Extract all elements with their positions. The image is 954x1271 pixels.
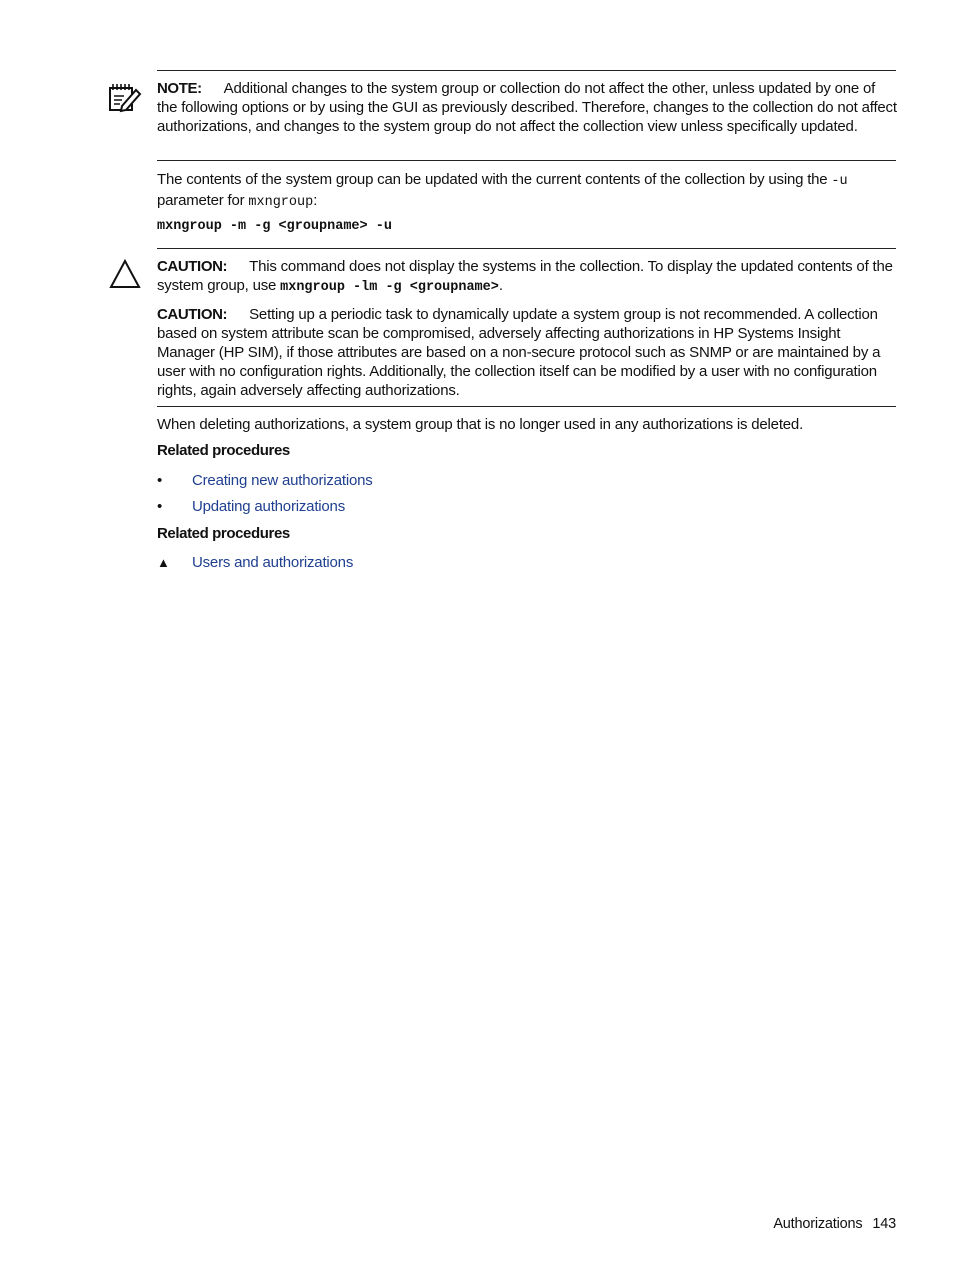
triangle-marker-icon: ▲ xyxy=(157,555,170,570)
note-block xyxy=(157,79,897,136)
caution-label: CAUTION: xyxy=(157,258,228,275)
command-code: mxngroup xyxy=(248,195,314,210)
paragraph-update-contents: The contents of the system group can be updated with the current contents of the collection by using the -u parameter for mxngroup: xyxy=(157,171,848,210)
note-text: Additional changes to the system group or collection do not affect the other, unless updated by one of the following options or by using the GUI as previously described. Therefore, changes to the collection do not affect authorizations, and changes to the system group do not affect the collection view unless specifically updated. xyxy=(157,80,897,135)
command-code: mxngroup -lm -g <groupname> xyxy=(280,280,499,295)
note-bottom-rule xyxy=(157,160,896,161)
caution-bottom-rule xyxy=(157,406,896,407)
caution-top-rule xyxy=(157,248,896,249)
link-users-and-authorizations[interactable]: Users and authorizations xyxy=(192,554,354,571)
caution-label: CAUTION: xyxy=(157,306,228,323)
caution-triangle-icon xyxy=(109,259,141,289)
page-number: 143 xyxy=(872,1216,896,1232)
bullet-marker: • xyxy=(157,472,163,489)
caution-text: Setting up a periodic task to dynamically update a system group is not recommended. A collection based on system attribute scan be compromised, adversely affecting authorizations in HP Systems Insight Manager (HP SIM), if those attributes are based on a non-secure protocol such as SNMP or are maintained by a user with no configuration rights. Additionally, the collection itself can be modified by a user with no configuration rights, again adversely affecting authorizations. xyxy=(157,306,881,399)
note-pencil-icon xyxy=(108,82,142,114)
page-footer xyxy=(773,1215,896,1234)
note-top-rule xyxy=(157,70,896,71)
caution-block-2 xyxy=(157,305,897,400)
link-updating-authorizations[interactable]: Updating authorizations xyxy=(192,498,346,515)
related-procedures-heading: Related procedures xyxy=(157,525,290,542)
paragraph-deleting: When deleting authorizations, a system group that is no longer used in any authorizations is deleted. xyxy=(157,416,804,433)
command-line: mxngroup -m -g <groupname> -u xyxy=(157,219,392,234)
bullet-marker: • xyxy=(157,498,163,515)
option-code: -u xyxy=(831,174,848,189)
related-procedures-heading: Related procedures xyxy=(157,442,290,459)
note-label: NOTE: xyxy=(157,80,202,97)
link-creating-new-authorizations[interactable]: Creating new authorizations xyxy=(192,472,373,489)
footer-section: Authorizations xyxy=(773,1216,863,1232)
caution-block-1: CAUTION: This command does not display the systems in the collection. To display the updated contents of the system group, use mxngroup -lm -g <groupname>. xyxy=(157,258,893,295)
